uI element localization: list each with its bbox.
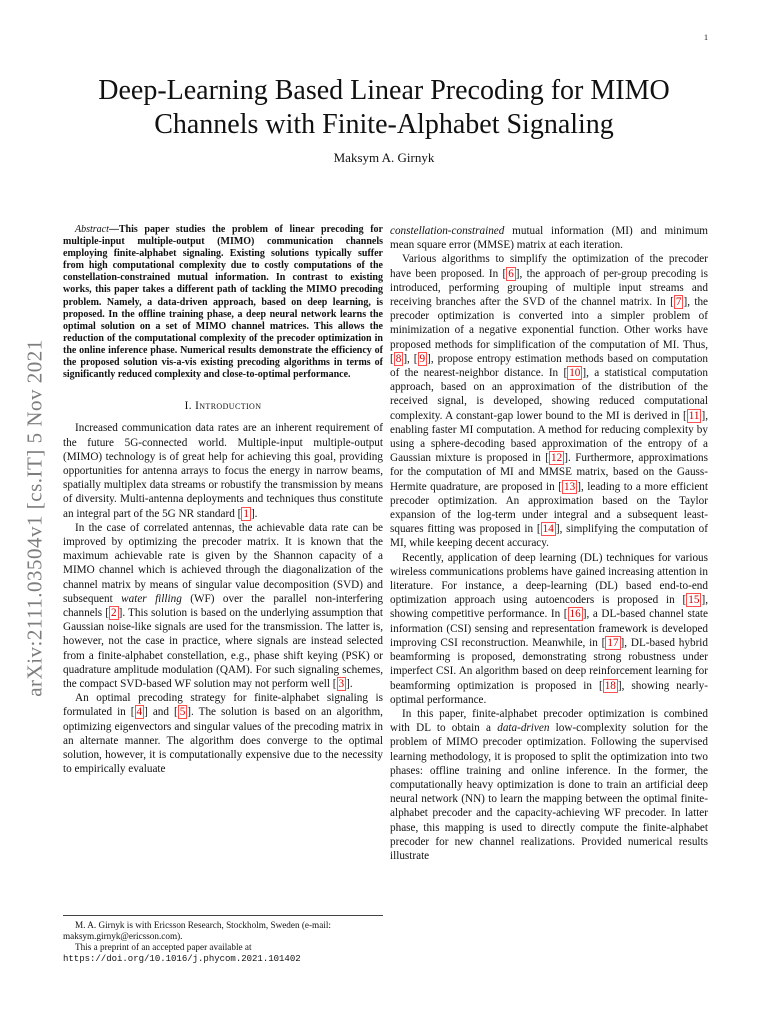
citation-link[interactable]: 6	[508, 267, 514, 280]
left-column	[63, 224, 383, 777]
section-title: Introduction	[195, 400, 262, 413]
title-line-2: Channels with Finite-Alphabet Signaling	[154, 109, 614, 140]
citation-link[interactable]: 9	[419, 352, 426, 365]
citation-link[interactable]: 13	[564, 480, 576, 493]
author-name: Maksym A. Girnyk	[333, 150, 435, 165]
citation-link[interactable]: 8	[395, 352, 402, 365]
intro-paragraph-2: In the case of correlated antennas, the achievable data rate can be improved by optimizing the precoder matrix. It is known that the maximum achievable rate is given by the Shannon capacity of a MIMO channel which is achieved through the diagonalization of the channel matrix by means of singular value decomposition (SVD) and subsequent water filling (WF) over the parallel non-interfering channels [ 2 ]. This solution is based on the underlying assumption that Gaussian noise-like signals are used for the transmission. The latter is, however, not the case in practice, where signals are instead selected from a finite-alphabet constellation, e.g., phase shift keying (PSK) or quadrature amplitude modulation (QAM). For such signaling schemes, the compact SVD-based WF solution may not perform well [ 3 ].	[63, 521, 384, 691]
citation-link[interactable]: 10	[569, 367, 581, 380]
footnote-affiliation: M. A. Girnyk is with Ericsson Research, Stockholm, Sweden (e-mail: maksym.girnyk@ericsson.com).	[63, 920, 331, 942]
title-line-1: Deep-Learning Based Linear Precoding for MIMO	[98, 75, 670, 106]
page-number: 1	[704, 33, 708, 42]
citation-link[interactable]: 5	[179, 706, 186, 719]
citation-link[interactable]: 3	[338, 678, 345, 691]
footnote	[63, 915, 383, 965]
arxiv-stamp-text: arXiv:2111.03504v1 [cs.IT] 5 Nov 2021	[22, 339, 47, 697]
citation-link[interactable]: 11	[688, 409, 700, 422]
citation-link[interactable]: 16	[569, 608, 581, 621]
right-column	[390, 224, 708, 863]
citation-link[interactable]: 7	[675, 296, 682, 309]
right-paragraph-2: Recently, application of deep learning (DL) techniques for various wireless communications problems have gained increasing attention in literature. For instance, a deep-learning (DL) based end-to-end optimization approach using autoencoders is proposed in [ 15 ], showing competitive performance. In [ 16 ], a DL-based channel state information (CSI) sensing and representation framework is developed improving CSI reconstruction. Meanwhile, in [ 17 ], DL-based hybrid beamforming is proposed, demonstrating strong robustness under imperfect CSI. An algorithm based on deep reinforcement learning for beamforming optimization is proposed in [ 18 ], showing nearly-optimal performance.	[390, 551, 708, 706]
footnote-preprint: This a preprint of an accepted paper available at	[75, 942, 252, 953]
citation-link[interactable]: 14	[542, 523, 554, 536]
right-paragraph-continued: constellation-constrained mutual information (MI) and minimum mean square error (MMSE) matrix at each iteration.	[390, 225, 708, 252]
intro-paragraph-3: An optimal precoding strategy for finite-alphabet signaling is formulated in [ 4 ] and [ 5 ]. The solution is based on an algorithm, optimizing eigenvectors and singular values of the precoding matrix in an alternate manner. The algorithm does converge to the optimal solution, however, it is computationally expensive due to the necessity to empirically evaluate	[63, 692, 383, 776]
citation-link[interactable]: 15	[688, 594, 700, 607]
section-heading: I. Introduction	[184, 400, 262, 413]
citation-link[interactable]: 2	[111, 607, 117, 620]
arxiv-stamp	[14, 308, 56, 728]
right-paragraph-3: In this paper, finite-alphabet precoder optimization is combined with DL to obtain a data-driven low-complexity solution for the problem of MIMO precoder optimization. Following the supervised learning methodology, it is proposed to split the optimization into two phases: offline training and online inference. In the former, the computationally heavy optimization is done to train an artificial deep neural network (NN) to learn the mapping between the optimal finite-alphabet precoder and the capacity-achieving WF precoder. In latter phase, this mapping is used to directly compute the finite-alphabet precoder for new channel realizations. Provided numerical results illustrate	[390, 707, 708, 862]
intro-paragraph-1: Increased communication data rates are an inherent requirement of the future 5G-connected world. Multiple-input multiple-output (MIMO) technology is of great help for achieving this goal, providing opportunities for antenna arrays to focus the energy in narrow beams, spatially multiplex data streams or robustify the transmission by means of diversity. Multi-antenna deployments and techniques thus constitute an integral part of the 5G NR standard [ 1 ].	[63, 422, 383, 520]
citation-link[interactable]: 18	[604, 679, 616, 692]
citation-link[interactable]: 12	[551, 452, 563, 465]
abstract-text: —This paper studies the problem of linear precoding for multiple-input multiple-output (MIMO) communication channels employing finite-alphabet signaling. Existing solutions typically suffer from high computational complexity due to costly computations of the constellation-constrained mutual information. In contrast to existing works, this paper takes a different path of tackling the MIMO precoding problem. Namely, a data-driven approach, based on deep learning, is proposed. In the offline training phase, a deep neural network learns the optimal solution on a set of MIMO channel matrices. This allows the reduction of the computational complexity of the precoder optimization in the online inference phase. Numerical results demonstrate the efficiency of the proposed solution vis-a-vis existing precoding algorithms in terms of significantly reduced complexity and close-to-optimal performance.	[63, 224, 383, 381]
citation-link[interactable]: 1	[243, 507, 249, 520]
citation-link[interactable]: 17	[607, 636, 619, 649]
paper-title	[60, 74, 708, 142]
abstract-label: Abstract	[75, 224, 109, 235]
abstract	[63, 224, 383, 381]
footnote-doi-link[interactable]: https://doi.org/10.1016/j.phycom.2021.101402	[63, 953, 301, 964]
right-paragraph-1: Various algorithms to simplify the optimization of the precoder have been proposed. In [ 6 ], the approach of per-group precoding is introduced, performing grouping of multiple input streams and receiving branches after the SVD of the channel matrix. In [ 7 ], the precoder optimization is converted into a simpler problem of minimization of a negative exponential function. Other works have proposed methods for simplification of the computation of MI. Thus, [ 8 ], [ 9 ], propose entropy estimation methods based on computation of the nearest-neighbor distance. In [ 10 ], a statistical computation approach, based on an approximation of the distribution of the received signal, is developed, showing reduced computational complexity. A constant-gap lower bound to the MI is derived in [ 11 ], enabling faster MI computation. A method for reducing complexity by using a sphere-decoding based approximation of the entropy of a Gaussian mixture is proposed in [ 12 ]. Furthermore, approximations for the computation of MI and MMSE matrix, based on the Gauss-Hermite quadrature, are proposed in [ 13 ], leading to a more efficient precoder optimization. An approximation based on the Taylor expansion of the log-term under integral and a subsequent least-squares fitting was proposed in [ 14 ], simplifying the computation of MI, while keeping decent accuracy.	[390, 253, 708, 550]
citation-link[interactable]: 4	[136, 706, 143, 719]
